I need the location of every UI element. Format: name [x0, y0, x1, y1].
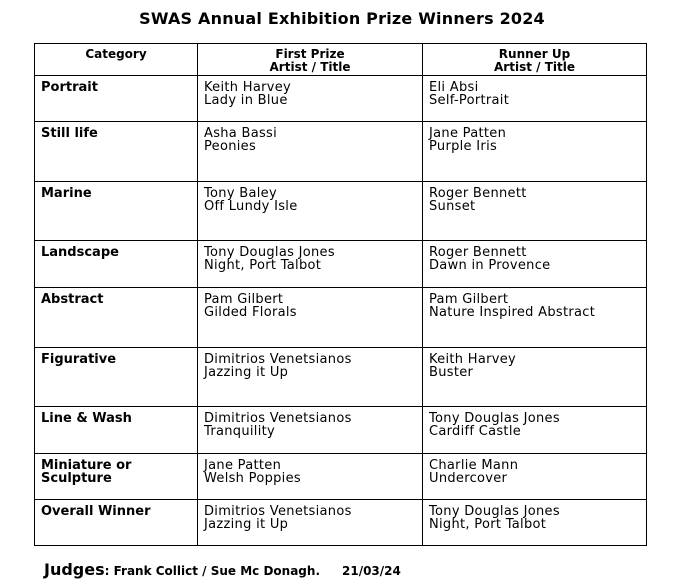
category-label: Still life	[41, 126, 98, 141]
table-row	[35, 407, 647, 454]
category-cell	[35, 122, 198, 182]
runner-up-cell	[423, 76, 647, 122]
runner-up-cell	[423, 241, 647, 288]
artwork-title: Night, Port Talbot	[429, 517, 547, 532]
artist-name: Eli Absi	[429, 80, 479, 95]
artwork-title: Gilded Florals	[204, 305, 297, 320]
runner-up-cell	[423, 500, 647, 546]
category-label: Line & Wash	[41, 411, 132, 426]
category-cell	[35, 241, 198, 288]
judges-line	[44, 560, 401, 579]
artist-name: Roger Bennett	[429, 186, 527, 201]
artist-name: Tony Baley	[204, 186, 277, 201]
header-runner-up: Runner Up Artist / Title	[423, 44, 647, 76]
table-row	[35, 288, 647, 348]
category-cell	[35, 288, 198, 348]
artist-name: Asha Bassi	[204, 126, 278, 141]
judges-label: Judges	[44, 560, 105, 579]
artwork-title: Buster	[429, 365, 474, 380]
artist-name: Keith Harvey	[429, 352, 517, 367]
category-label: Miniature or	[41, 458, 132, 473]
artwork-title: Off Lundy Isle	[204, 199, 298, 214]
table-row	[35, 500, 647, 546]
header-first-prize: First Prize Artist / Title	[198, 44, 423, 76]
first-prize-cell	[198, 500, 423, 546]
artwork-title: Peonies	[204, 139, 257, 154]
artwork-title: Nature Inspired Abstract	[429, 305, 596, 320]
runner-up-cell	[423, 348, 647, 407]
artist-name: Roger Bennett	[429, 245, 527, 260]
artist-name: Dimitrios Venetsianos	[204, 411, 352, 426]
first-prize-cell	[198, 182, 423, 241]
category-label: Marine	[41, 186, 92, 201]
table-header-row	[35, 44, 647, 76]
first-prize-cell	[198, 407, 423, 454]
first-prize-cell	[198, 288, 423, 348]
first-prize-cell	[198, 122, 423, 182]
artist-name: Pam Gilbert	[429, 292, 509, 307]
table-row	[35, 182, 647, 241]
artwork-title: Jazzing it Up	[204, 517, 289, 532]
category-label: Landscape	[41, 245, 119, 260]
table-row	[35, 348, 647, 407]
artwork-title: Self-Portrait	[429, 93, 510, 108]
artist-name: Jane Patten	[204, 458, 282, 473]
category-cell	[35, 76, 198, 122]
artwork-title: Sunset	[429, 199, 476, 214]
category-cell	[35, 182, 198, 241]
artist-name: Dimitrios Venetsianos	[204, 504, 352, 519]
artist-name: Tony Douglas Jones	[429, 504, 560, 519]
category-label: Overall Winner	[41, 504, 151, 519]
category-label: Sculpture	[41, 471, 112, 486]
artwork-title: Night, Port Talbot	[204, 258, 322, 273]
artwork-title: Tranquility	[204, 424, 275, 439]
first-prize-cell	[198, 348, 423, 407]
runner-up-cell	[423, 454, 647, 500]
category-cell	[35, 500, 198, 546]
artist-name: Pam Gilbert	[204, 292, 284, 307]
page-title: SWAS Annual Exhibition Prize Winners 2024	[139, 9, 545, 28]
first-prize-cell	[198, 241, 423, 288]
artwork-title: Jazzing it Up	[204, 365, 289, 380]
judges-date: 21/03/24	[342, 564, 401, 578]
category-label: Portrait	[41, 80, 98, 95]
prize-winners-table	[34, 43, 647, 546]
table-row	[35, 122, 647, 182]
artist-name: Tony Douglas Jones	[429, 411, 560, 426]
table-row	[35, 76, 647, 122]
artwork-title: Welsh Poppies	[204, 471, 301, 486]
runner-up-cell	[423, 288, 647, 348]
artist-name: Tony Douglas Jones	[204, 245, 335, 260]
header-category: Category	[35, 44, 198, 76]
runner-up-cell	[423, 182, 647, 241]
artwork-title: Undercover	[429, 471, 508, 486]
runner-up-cell	[423, 122, 647, 182]
artwork-title: Dawn in Provence	[429, 258, 551, 273]
table-row	[35, 241, 647, 288]
category-cell	[35, 348, 198, 407]
category-cell	[35, 454, 198, 500]
first-prize-cell	[198, 76, 423, 122]
judges-names: : Frank Collict / Sue Mc Donagh.	[104, 564, 320, 578]
artist-name: Keith Harvey	[204, 80, 292, 95]
artwork-title: Lady in Blue	[204, 93, 288, 108]
category-cell	[35, 407, 198, 454]
artist-name: Dimitrios Venetsianos	[204, 352, 352, 367]
table-row	[35, 454, 647, 500]
artwork-title: Purple Iris	[429, 139, 498, 154]
category-label: Abstract	[41, 292, 104, 307]
artist-name: Jane Patten	[429, 126, 507, 141]
runner-up-cell	[423, 407, 647, 454]
artwork-title: Cardiff Castle	[429, 424, 522, 439]
artist-name: Charlie Mann	[429, 458, 519, 473]
category-label: Figurative	[41, 352, 117, 367]
first-prize-cell	[198, 454, 423, 500]
